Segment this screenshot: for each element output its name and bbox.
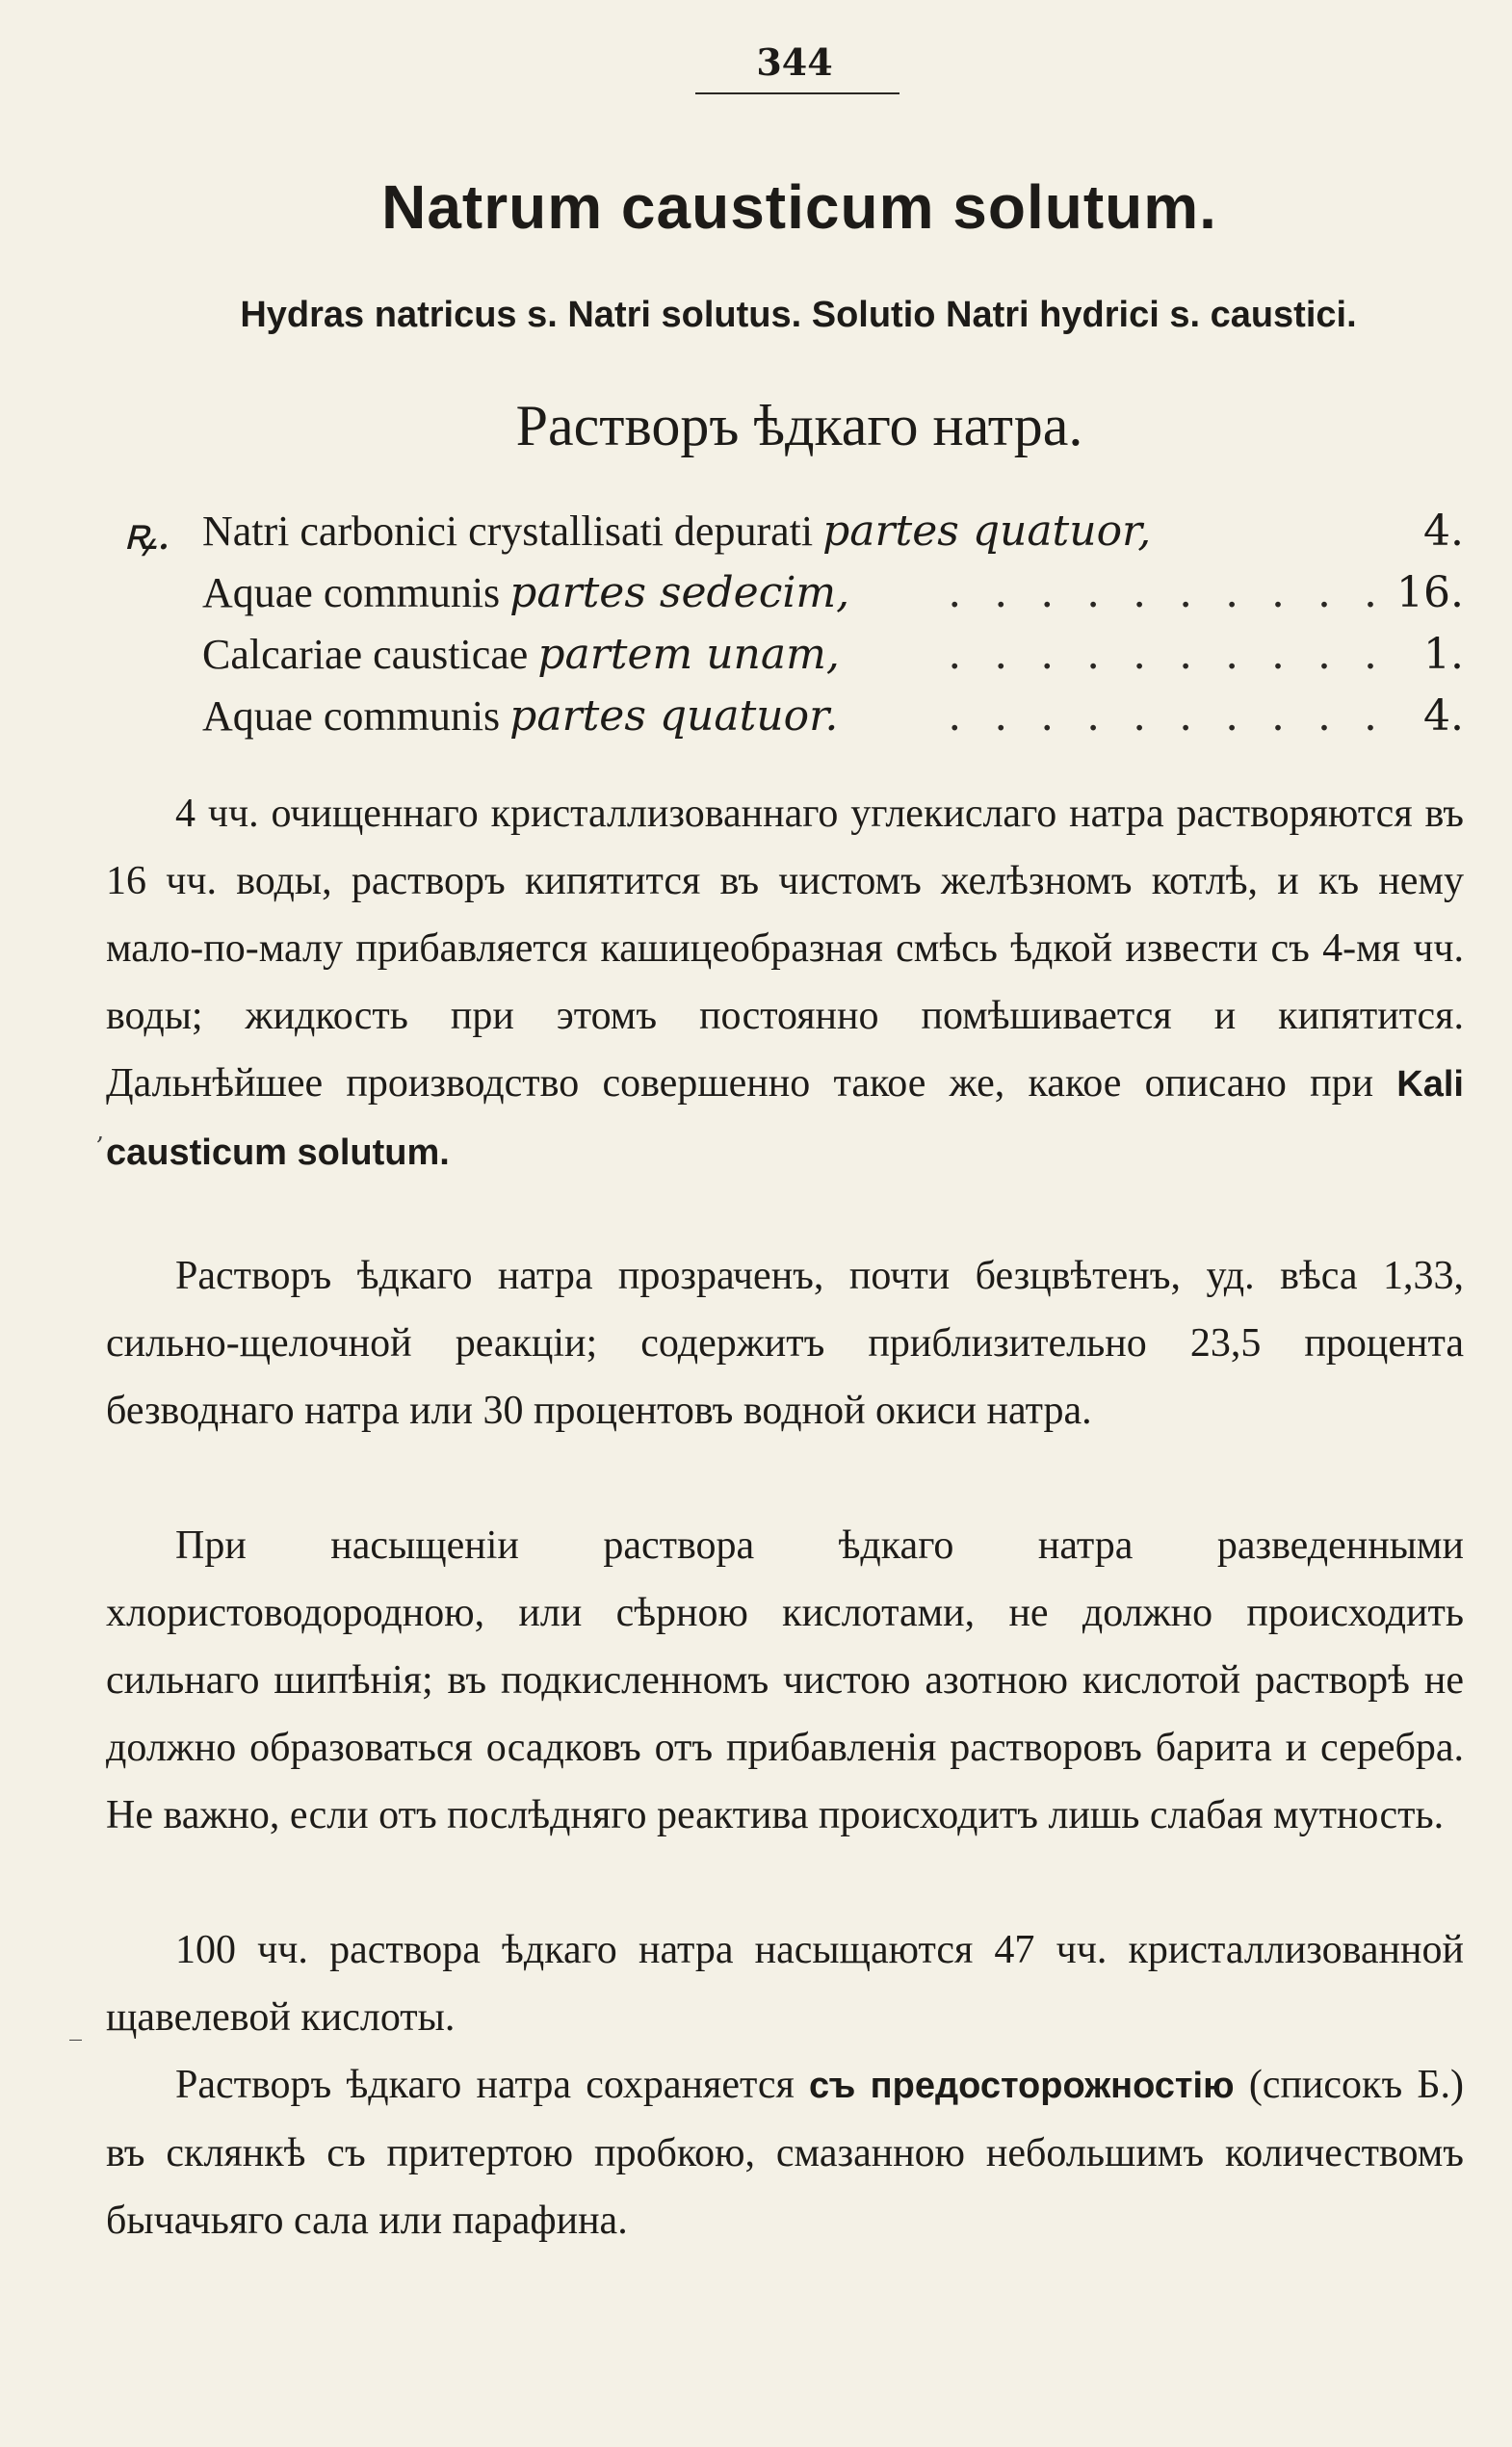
ingredient-amount-word: partes quatuor.: [509, 691, 839, 741]
ingredient-name: Natri carbonici crystallisati depurati: [202, 508, 814, 555]
leader-dots: . . . . . . . . . .: [948, 568, 1387, 617]
leader-dots: . . . . . . . . . .: [948, 691, 1387, 741]
paragraph-properties: [106, 1242, 1464, 1445]
ingredient-amount-word: partem unam,: [537, 630, 840, 679]
paragraph-text: 100 чч. раствора ѣдкаго натра насыщаются 47 чч. кристаллизованной щавелевой кислоты.: [106, 1928, 1464, 2040]
russian-title: Растворъ ѣдкаго натра.: [515, 394, 1083, 457]
ingredient-name: Aquae communis: [202, 692, 501, 740]
paragraph-titration: [106, 1916, 1464, 2051]
paragraph-preparation: [106, 780, 1464, 1186]
ingredient-row: [202, 564, 1464, 622]
ingredient-row: [202, 503, 1464, 560]
latin-synonyms: Hydras natricus s. Natri solutus. Solutio Natri hydrici s. caustici.: [240, 295, 1357, 335]
paragraph-tests: [106, 1512, 1464, 1849]
paragraph-text: Растворъ ѣдкаго натра сохраняется: [175, 2063, 795, 2107]
page-title: Natrum causticum solutum.: [381, 172, 1217, 242]
paragraph-text: При насыщеніи раствора ѣдкаго натра разведенными хлористоводородною, или сѣрною кислотами, не должно происходить сильнаго шипѣнія; въ подкисленномъ чистою азотною кислотой растворѣ не должно образоваться осадковъ отъ прибавленія растворовъ барита и серебра. Не важно, если отъ послѣдняго реактива происходитъ лишь слабая мутность.: [106, 1523, 1464, 1837]
paragraph-text: 4 чч. очищеннаго кристаллизованнаго углекислаго натра растворяются въ 16 чч. воды, растворъ кипятится въ чистомъ желѣзномъ котлѣ, и къ нему мало-по-малу прибавляется кашицеобразная смѣсь ѣдкой извести съ 4-мя чч. воды; жидкость при этомъ постоянно помѣшивается и кипятится. Дальнѣйшее производство совершенно такое же, какое описано при: [106, 792, 1464, 1106]
ingredient-amount-word: partes quatuor,: [822, 507, 1152, 556]
paragraph-text: (списокъ Б.) въ склянкѣ съ притертою пробкою, смазанною небольшимъ количествомъ бычачьяго сала или парафина.: [106, 2063, 1465, 2243]
leader-dots: . . . . . . . . . .: [948, 630, 1387, 679]
ingredient-quantity: 16.: [1396, 568, 1464, 617]
ingredient-row: [202, 688, 1464, 745]
ingredient-row: [202, 626, 1464, 684]
page-number-rule: [695, 92, 899, 94]
recipe-symbol: ꝶ.: [123, 508, 171, 560]
ingredient-quantity: 1.: [1423, 630, 1464, 679]
margin-mark: _: [69, 2013, 82, 2042]
cross-reference: Kali causticum solutum.: [106, 1064, 1464, 1173]
paragraph-storage: [106, 2051, 1464, 2254]
page-number: 344: [756, 40, 833, 84]
ingredient-amount-word: partes sedecim,: [509, 568, 850, 617]
ingredient-name: Calcariae causticae: [202, 631, 529, 678]
storage-emphasis: съ предосторожностію: [809, 2066, 1235, 2106]
ingredient-name: Aquae communis: [202, 569, 501, 616]
ingredient-quantity: 4.: [1423, 691, 1464, 741]
margin-mark: ,: [96, 1117, 105, 1146]
paragraph-text: Растворъ ѣдкаго натра прозраченъ, почти безцвѣтенъ, уд. вѣса 1,33, сильно-щелочной реакціи; содержитъ приблизительно 23,5 процента безводнаго натра или 30 процентовъ водной окиси натра.: [106, 1254, 1464, 1433]
ingredient-quantity: 4.: [1423, 507, 1464, 556]
